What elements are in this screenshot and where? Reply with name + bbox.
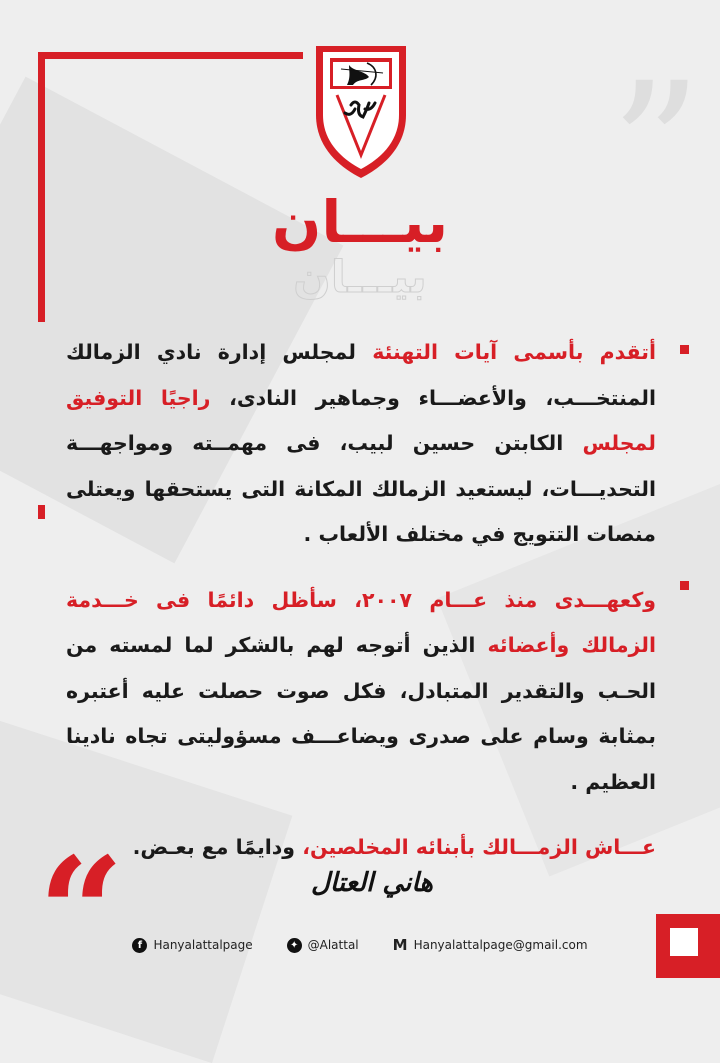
- paragraph-promise: [66, 578, 656, 806]
- footer-facebook[interactable]: [132, 936, 252, 954]
- red-frame-top: [38, 52, 303, 59]
- text-segment-highlight: وكعهـــدى منذ عـــام ٢٠٠٧، سأظل دائمًا فى خـــدمة الزمالك وأعضائه: [66, 587, 656, 657]
- text-segment: ودايمًا مع بعـض.: [132, 835, 303, 859]
- paragraph-closing: [66, 825, 656, 871]
- signature: هاني العتال: [311, 868, 433, 898]
- twitter-icon: ✦: [287, 938, 302, 953]
- text-segment-highlight: أتقدم بأسمى آيات التهنئة: [372, 340, 656, 364]
- email-address: Hanyalattalpage@gmail.com: [413, 938, 588, 952]
- bullet-icon: [680, 345, 689, 354]
- footer-email[interactable]: [393, 936, 588, 954]
- facebook-handle: Hanyalattalpage: [153, 938, 253, 952]
- red-frame-accent: [38, 505, 45, 519]
- quote-mark-icon: ”: [609, 45, 702, 254]
- text-segment-highlight: عـــاش الزمـــالك بأبنائه المخلصين،: [302, 835, 656, 859]
- paragraph-congratulations: [66, 330, 656, 558]
- text-segment: الكابتن حسين لبيب، فى مهمــته ومواجهـــة التحديـــات، ليستعيد الزمالك المكانة التى يستحقها ويعتلى منصات التتويج في مختلف الألعاب .: [66, 431, 656, 546]
- text-segment-highlight: راجيًا التوفيق لمجلس: [66, 385, 656, 455]
- facebook-icon: f: [132, 938, 147, 953]
- gmail-icon: M: [392, 936, 408, 954]
- page-title: بيـــان: [271, 188, 449, 256]
- bullet-icon: [680, 581, 689, 590]
- quote-mark-icon: “: [38, 825, 125, 1001]
- text-segment: لمجلس إدارة نادي الزمالك المنتخـــب، والأعضـــاء وجماهير النادى،: [66, 340, 656, 410]
- statement-body: [66, 330, 656, 871]
- footer: [0, 936, 720, 954]
- title-watermark: بيـــان: [293, 252, 427, 303]
- text-segment: الذين أتوجه لهم بالشكر لما لمسته من الحـب والتقدير المتبادل، فكل صوت حصلت عليه أعتبره بمثابة وسام على صدرى ويضاعـــف مسؤوليتى تجاه نادينا العظيم .: [66, 633, 656, 794]
- zamalek-crest-icon: [313, 43, 409, 181]
- footer-twitter[interactable]: [287, 936, 359, 954]
- twitter-handle: @Alattal: [307, 938, 359, 952]
